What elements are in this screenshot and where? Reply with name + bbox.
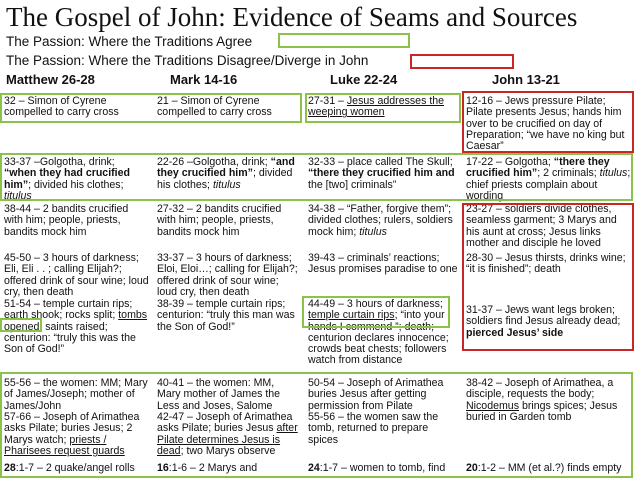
cell-text-segment: 33-37 –Golgotha, drink; [4,157,115,168]
cell-luke-joseph [308,378,460,412]
cell-text-segment: 17-22 – Golgotha; [466,157,554,168]
cell-text-segment: 32-33 – place called The Skull; [308,157,453,168]
cell-john-garment [466,204,632,250]
cell-matthew-bandits [4,204,150,238]
cell-text-segment: 38-42 – Joseph of Arimathea, a disciple, requests the body; [466,378,614,401]
cell-text-segment: :1-6 – 2 Marys and [168,463,258,474]
cell-text-segment: 42-47 – Joseph of Arimathea asks Pilate; buries Jesus [157,412,293,435]
cell-text-segment: 27-31 – [308,96,347,107]
cell-text-segment: 39-43 – criminals’ reactions; Jesus promises paradise to one [308,253,458,276]
cell-luke-resurrection [308,463,460,475]
column-header-matthew: Matthew 26-28 [6,72,95,87]
cell-text-segment: 27-32 – 2 bandits crucified with him; people, priests, bandits mock him [157,204,282,238]
cell-mark-bandits [157,204,299,238]
cell-mark-golgotha [157,157,299,190]
legend-diverge-label: The Passion: Where the Traditions Disagree/Diverge in John [6,53,369,68]
cell-mark-simon [157,96,299,120]
cell-mark-resurrection [157,463,299,475]
cell-matthew-curtain [4,299,150,367]
slide-title: The Gospel of John: Evidence of Seams and Sources [6,2,578,32]
legend-diverge-swatch [410,54,514,69]
column-header-mark: Mark 14-16 [170,72,238,87]
cell-text-segment: ; saints raised; centurion: “truly this was the Son of God!” [4,320,136,356]
cell-text-segment: 16 [157,463,169,474]
cell-mark-curtain [157,299,299,333]
cell-luke-curtain [308,299,460,372]
cell-text-segment: titulus [212,178,241,190]
cell-matthew-resurrection [4,463,150,475]
cell-text-segment: 40-41 – the women: MM, Mary mother of James the Less and Joses, Salome [157,378,281,412]
legend-agree-label: The Passion: Where the Traditions Agree [6,34,253,49]
cell-text-segment: titulus [359,225,387,238]
cell-matthew-burial [4,412,150,458]
cell-text-segment: priests / Pharisees request guards [4,433,125,457]
cell-luke-skull [308,157,460,190]
cell-luke-women [308,96,460,120]
cell-luke-forgive [308,204,460,238]
cell-text-segment: 45-50 – 3 hours of darkness; Eli, Eli . . ; calling Elijah?; offered drink of sour wine; loud cry, then death [4,253,149,298]
cell-matthew-darkness [4,253,150,299]
cell-text-segment: brings spices; Jesus buried in Garden tomb [466,399,618,423]
cell-text-segment: the [two] criminals” [308,178,397,190]
cell-john-pilate [466,96,632,154]
cell-john-resurrection [466,463,632,475]
cell-text-segment: :1-2 – MM (et al.?) finds empty [477,463,622,474]
cell-text-segment: 55-56 – the women: MM; Mary of James/Joseph; mother of James/John [4,378,148,412]
cell-text-segment: 21 – Simon of Cyrene compelled to carry cross [157,96,272,119]
cell-text-segment: ; 2 criminals; [537,167,600,180]
cell-text-segment: 38-39 – temple curtain rips; centurion: “truly this man was the Son of God!” [157,299,295,333]
cell-john-legs [466,305,632,339]
cell-john-golgotha [466,157,632,202]
cell-text-segment: 44-49 – 3 hours of darkness; [308,299,443,310]
cell-text-segment: ; divided his clothes; [157,167,293,190]
cell-mark-burial [157,412,299,458]
cell-text-segment: 12-16 – Jews pressure Pilate; Pilate presents Jesus; hands him over to be crucified on day of Preparation; “we have no king but Caesar” [466,96,625,153]
cell-text-segment: 55-56 – the women saw the tomb, returned to prepare spices [308,412,439,446]
cell-text-segment: temple curtain rips [308,309,395,322]
cell-text-segment: 31-37 – Jews want legs broken; soldiers find Jesus already dead; [466,305,621,328]
cell-text-segment: 24 [308,463,320,474]
column-header-john: John 13-21 [492,72,560,87]
cell-text-segment: ; “into your hands I commend ”; death; centurion declares innocence; crowds beat chests; followers watch from distance [308,309,449,367]
cell-text-segment: 34-38 – “Father, forgive them”; divided clothes; rulers, soldiers mock him; [308,204,453,238]
cell-text-segment: Jesus addresses the weeping women [308,96,445,119]
cell-text-segment: 22-26 –Golgotha, drink; [157,157,271,168]
cell-text-segment: “there they crucified him and [308,167,455,180]
cell-text-segment: 51-54 – temple curtain rips; earth shook; rocks split; [4,299,133,322]
cell-text-segment: ; chief priests complain about wording [466,167,631,202]
cell-text-segment: 20 [466,463,478,474]
cell-mark-darkness [157,253,299,299]
cell-text-segment: 23-27 – soldiers divide clothes, seamless garment; 3 Marys and his aunt at cross; Jesus links mother and disciple he loved [466,204,617,249]
cell-text-segment: tombs opened [4,309,148,333]
column-header-luke: Luke 22-24 [330,72,398,87]
cell-text-segment: 28-30 – Jesus thirsts, drinks wine; “it is finished”; death [466,253,626,276]
cell-text-segment: 50-54 – Joseph of Arimathea buries Jesus after getting permission from Pilate [308,378,444,412]
cell-text-segment: ; divided his clothes; [28,178,124,191]
cell-text-segment: Nicodemus [466,399,519,412]
cell-john-finished [466,253,632,277]
cell-text-segment: ; two Marys observe [180,444,276,457]
legend-agree-swatch [278,33,410,48]
cell-text-segment: “there they crucified him” [466,157,610,180]
cell-text-segment: titulus [599,167,628,180]
cell-text-segment: :1-7 – 2 quake/angel rolls [15,463,135,474]
cell-matthew-golgotha [4,157,150,201]
cell-text-segment: 33-37 – 3 hours of darkness; Eloi, Eloi…; calling for Elijah?; offered drink of sour wine; loud cry, then death [157,253,298,298]
cell-text-segment: 38-44 – 2 bandits crucified with him; people, priests, bandits mock him [4,204,129,238]
cell-text-segment: after Pilate determines Jesus is dead [157,422,298,457]
cell-mark-women [157,378,299,412]
cell-matthew-women [4,378,150,412]
cell-text-segment: :1-7 – women to tomb, find [319,463,446,474]
cell-text-segment: 57-66 – Joseph of Arimathea asks Pilate; buries Jesus; 2 Marys watch; [4,412,140,446]
cell-text-segment: 28 [4,463,16,474]
cell-text-segment: 32 – Simon of Cyrene compelled to carry cross [4,96,119,119]
cell-luke-spices [308,412,460,446]
cell-text-segment: “when they had crucified him” [4,167,130,191]
cell-matthew-simon [4,96,150,120]
cell-text-segment: pierced Jesus’ side [466,326,564,339]
cell-text-segment: titulus [4,189,32,201]
cell-luke-criminals [308,253,460,287]
cell-text-segment: “and they crucified him” [157,157,295,180]
cell-john-empty [466,412,632,424]
